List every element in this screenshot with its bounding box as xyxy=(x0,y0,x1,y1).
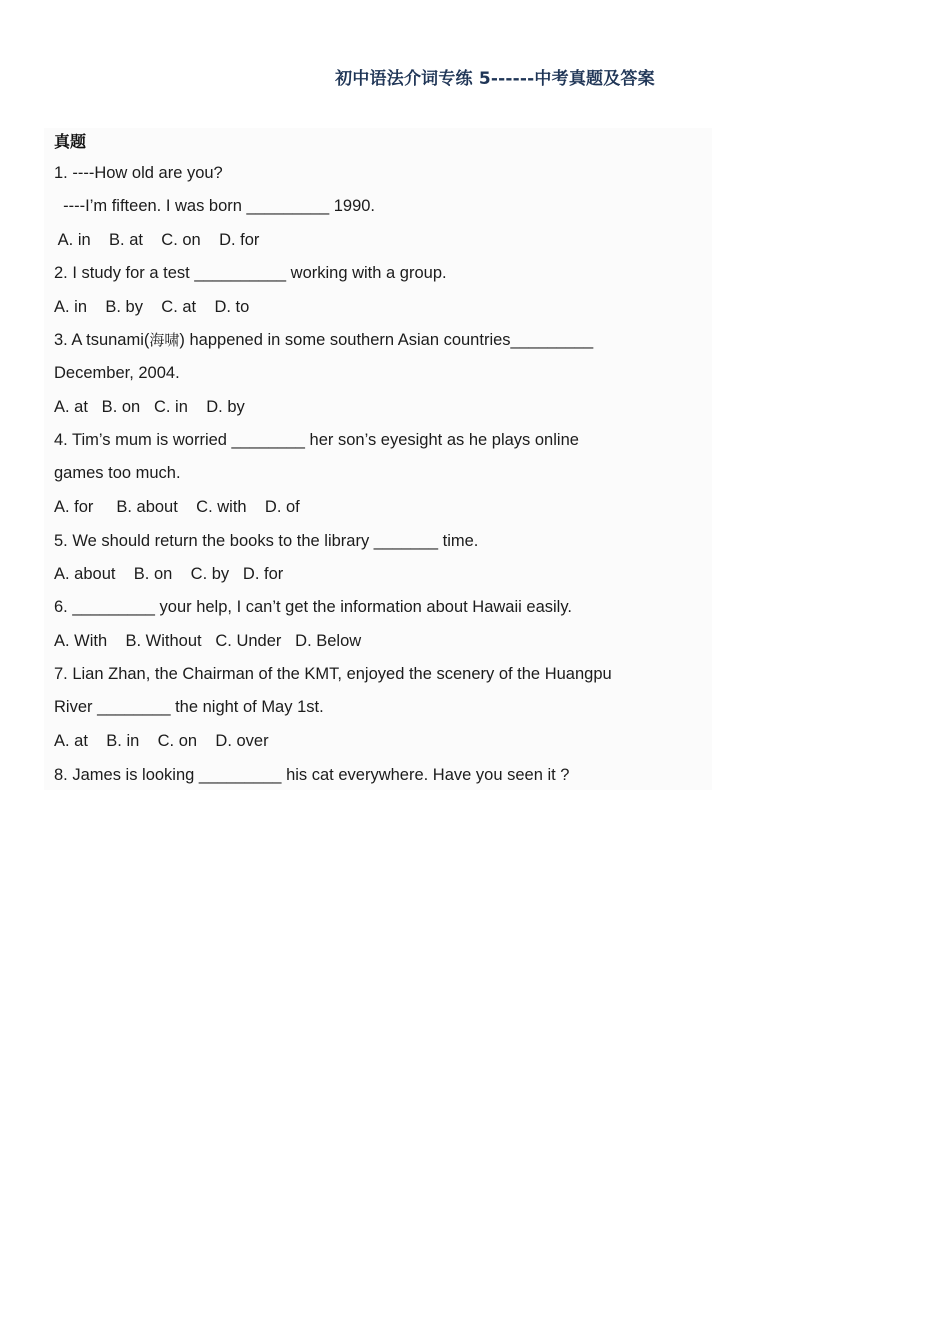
question-1-text-2: ----I’m fifteen. I was born _________ 1990. xyxy=(54,197,376,215)
question-8-text: 8. James is looking _________ his cat everywhere. Have you seen it ? xyxy=(54,766,570,784)
question-1-text: 1. ----How old are you? xyxy=(54,164,223,182)
question-3-text xyxy=(54,330,593,350)
scanned-question-image xyxy=(44,128,712,790)
question-6-options: A. With B. Without C. Under D. Below xyxy=(54,632,362,650)
page-title: 初中语法介词专练 5------中考真题及答案 xyxy=(335,69,655,89)
question-3-text-2: December, 2004. xyxy=(54,364,180,382)
question-7-text-2: River ________ the night of May 1st. xyxy=(54,698,324,716)
question-3-text-start: 3. A tsunami( xyxy=(54,331,150,349)
question-5-text: 5. We should return the books to the library _______ time. xyxy=(54,532,479,550)
section-label: 真题 xyxy=(54,132,87,151)
question-2-text: 2. I study for a test __________ working with a group. xyxy=(54,264,447,282)
question-3-text-end: ) happened in some southern Asian countries_________ xyxy=(179,331,594,349)
question-4-options: A. for B. about C. with D. of xyxy=(54,498,300,516)
question-3-cjk-gloss: 海啸 xyxy=(149,331,180,349)
question-5-options: A. about B. on C. by D. for xyxy=(54,565,284,583)
question-4-text-2: games too much. xyxy=(54,464,181,482)
question-7-options: A. at B. in C. on D. over xyxy=(54,732,269,750)
question-6-text: 6. _________ your help, I can’t get the information about Hawaii easily. xyxy=(54,598,572,616)
question-4-text: 4. Tim’s mum is worried ________ her son’s eyesight as he plays online xyxy=(54,431,579,449)
question-3-options: A. at B. on C. in D. by xyxy=(54,398,245,416)
question-7-text: 7. Lian Zhan, the Chairman of the KMT, enjoyed the scenery of the Huangpu xyxy=(54,665,612,683)
question-2-options: A. in B. by C. at D. to xyxy=(54,298,250,316)
question-1-options: A. in B. at C. on D. for xyxy=(54,231,260,249)
